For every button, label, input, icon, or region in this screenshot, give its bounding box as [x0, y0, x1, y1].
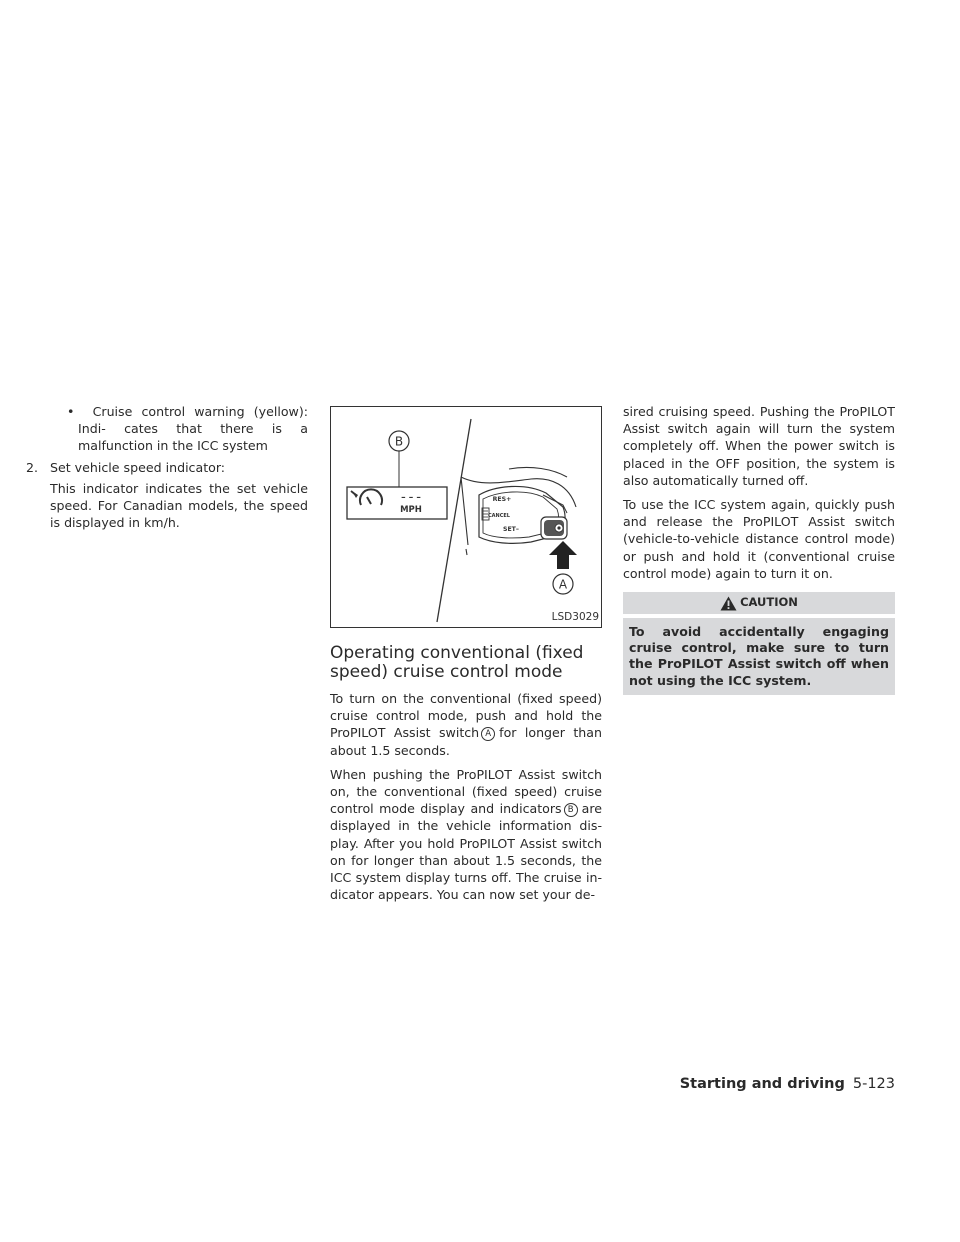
- paragraph-4: To use the ICC system again, quickly push and release the ProPILOT Assist switch (vehicle-to-vehicle distance control mode) or push and hold it (conventional cruise control mode) again to turn it on.: [623, 497, 895, 581]
- item-title: Set vehicle speed indicator:: [50, 459, 226, 475]
- right-column: [623, 403, 895, 695]
- callout-a-label: A: [558, 577, 568, 592]
- caution-label: CAUTION: [740, 595, 798, 610]
- caution-header: [623, 592, 895, 614]
- display-dashes: – – –: [401, 493, 421, 503]
- display-box: [347, 487, 447, 519]
- bullet-item: [26, 403, 308, 455]
- paragraph-1-text: To turn on the conventional (fixed speed) cruise control mode, push and hold the ProPILOT Assist switch: [330, 691, 602, 741]
- steering-switch-figure: [330, 406, 602, 628]
- paragraph-2-text: When pushing the ProPILOT Assist switch on, the conventional (fixed speed) cruise control mode display and indicators: [330, 766, 602, 817]
- marker-b: B: [564, 803, 578, 817]
- item-description: This indicator indicates the set vehicle speed. For Canadian models, the speed is displayed in km/h.: [50, 480, 308, 531]
- footer-section: Starting and driving: [679, 1076, 845, 1092]
- bullet-symbol: •: [67, 404, 75, 419]
- page-footer: [680, 1076, 895, 1093]
- paragraph-3: sired cruising speed. Pushing the ProPILOT Assist switch again will turn the system completely off. When the power switch is placed in the OFF position, the system is also automatically turned off.: [623, 404, 895, 488]
- page-number: 5-123: [852, 1076, 895, 1092]
- caution-body: To avoid accidentally engaging cruise control, make sure to turn the ProPILOT Assist switch off when not using the ICC system.: [623, 618, 895, 695]
- callout-b-label: B: [394, 434, 404, 449]
- marker-a: A: [481, 727, 495, 741]
- cancel-button-label: CANCEL: [488, 513, 510, 519]
- figure-code: LSD3029: [551, 610, 599, 623]
- res-button-label: RES+: [492, 496, 512, 503]
- middle-column: [330, 406, 602, 910]
- warning-icon: [720, 596, 737, 611]
- display-unit: MPH: [400, 505, 422, 515]
- steering-wheel-icon: [461, 467, 577, 569]
- section-title: Operating conventional (fixed speed) cruise control mode: [330, 643, 584, 682]
- numbered-item: [26, 459, 308, 476]
- item-number: 2.: [26, 459, 39, 475]
- left-column: [26, 403, 308, 531]
- paragraph-1: [330, 690, 602, 759]
- set-button-label: SET–: [503, 526, 519, 533]
- paragraph-2-text-end: are displayed in the vehicle information dis- play. After you hold ProPILOT Assist switch on for longer than about 1.5 seconds, the ICC system display turns off. The cruise in- dicator appears. You can now set your de-: [330, 801, 602, 903]
- switch-illustration: [331, 407, 601, 627]
- paragraph-2: [330, 766, 602, 904]
- paragraph-1-text-end: for longer than about 1.5 seconds.: [330, 725, 602, 758]
- bullet-text: Cruise control warning (yellow): Indi- cates that there is a malfunction in the ICC system: [78, 404, 308, 454]
